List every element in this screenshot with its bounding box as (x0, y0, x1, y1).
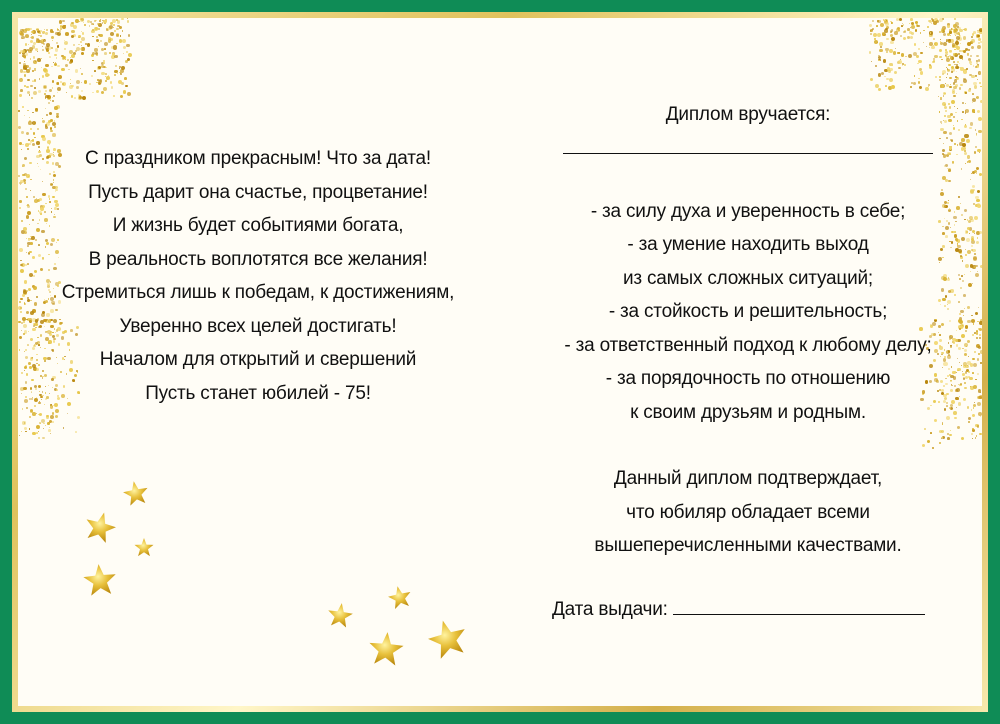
poem-line: Пусть станет юбилей - 75! (145, 382, 371, 404)
merit-line: - за порядочность по отношению (605, 368, 891, 389)
confirmation-line: Данный диплом подтверждает, (613, 468, 883, 489)
poem-line: С праздником прекрасным! Что за дата! (85, 148, 431, 169)
poem-line: Пусть дарит она счастье, процветание! (88, 181, 428, 203)
merit-line: - за ответственный подход к любому делу; (564, 334, 932, 356)
star-icon (135, 538, 154, 556)
merit-line: - за стойкость и решительность; (608, 301, 888, 322)
confirmation-line: вышеперечисленными качествами. (594, 535, 902, 556)
star-icon (424, 616, 470, 661)
star-icon (368, 631, 405, 666)
poem-line: В реальность воплотятся все желания! (88, 248, 428, 270)
merit-line: к своим друзьям и родным. (630, 401, 866, 423)
diploma-paper (18, 18, 982, 706)
poem-line: И жизнь будет событиями богата, (112, 215, 404, 236)
star-icon (326, 601, 354, 628)
poem-line: Началом для открытий и свершений (99, 349, 417, 370)
diploma-heading: Диплом вручается: (665, 104, 831, 125)
star-icon (386, 584, 413, 610)
gold-stars-decoration (18, 18, 982, 706)
star-icon (82, 563, 117, 597)
confirmation-line: что юбиляр обладает всеми (626, 501, 870, 523)
merit-line: - за умение находить выход (627, 234, 869, 255)
issue-date-label: Дата выдачи: (552, 598, 668, 620)
star-icon (82, 509, 119, 545)
poem-line: Уверенно всех целей достигать! (119, 315, 397, 337)
poem-line: Стремиться лишь к победам, к достижениям, (61, 282, 455, 303)
merit-line: - за силу духа и уверенность в себе; (590, 200, 906, 222)
star-icon (122, 479, 151, 506)
merit-line: из самых сложных ситуаций; (622, 267, 874, 289)
